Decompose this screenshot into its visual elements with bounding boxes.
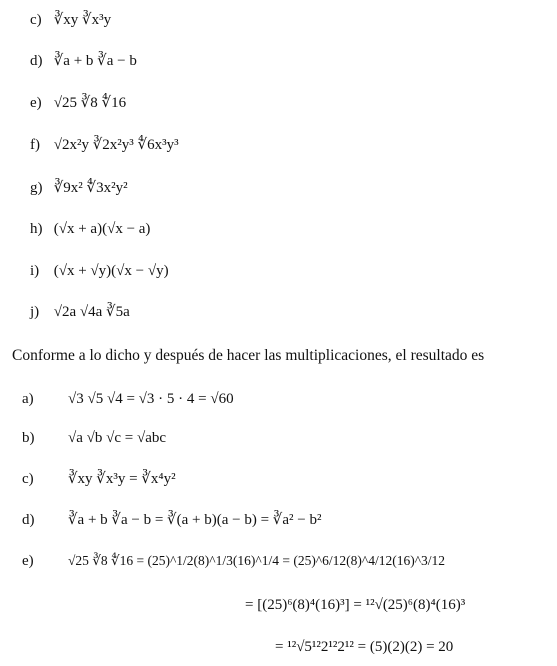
exercise-c (30, 10, 111, 30)
exercise-label: d) (30, 53, 43, 69)
exercise-expression: (√x + a)(√x − a) (53, 221, 151, 237)
solution-label: e) (22, 553, 34, 569)
exercise-expression: √2a √4a ∛5a (53, 304, 130, 320)
exercise-d (30, 51, 137, 71)
continuation-line: = [(25)⁶(8)⁴(16)³] = ¹²√(25)⁶(8)⁴(16)³ (245, 597, 466, 613)
exercise-label: j) (30, 304, 40, 320)
exercise-f (30, 135, 179, 155)
exercise-label: h) (30, 221, 43, 237)
exercise-g (30, 178, 128, 198)
exercise-label: c) (30, 12, 42, 28)
intro-paragraph: Conforme a lo dicho y después de hacer las multiplicaciones, el resultado es (12, 347, 485, 364)
exercise-expression: ∛xy ∛x³y (53, 12, 112, 28)
solution-expression: ∛a + b ∛a − b = ∛(a + b)(a − b) = ∛a² − b² (68, 512, 322, 528)
exercise-j (30, 302, 130, 322)
exercise-label: i) (30, 263, 40, 279)
solution-label: a) (22, 391, 34, 407)
exercise-label: f) (30, 137, 40, 153)
solution-label: b) (22, 430, 35, 446)
exercise-expression: (√x + √y)(√x − √y) (53, 263, 169, 279)
exercise-expression: ∛9x² ∜3x²y² (53, 180, 128, 196)
exercise-label: g) (30, 180, 43, 196)
exercise-h (30, 219, 150, 239)
exercise-expression: √2x²y ∛2x²y³ ∜6x³y³ (53, 137, 179, 153)
exercise-expression: √25 ∛8 ∜16 (53, 95, 127, 111)
exercise-i (30, 261, 169, 281)
solution-expression: ∛xy ∛x³y = ∛x⁴y² (68, 471, 176, 487)
solution-expression: √25 ∛8 ∜16 = (25)^1/2(8)^1/3(16)^1/4 = (25)^6/12(8)^4/12(16)^3/12 (68, 553, 446, 568)
exercise-e (30, 93, 126, 113)
solution-expression: √3 √5 √4 = √3 · 5 · 4 = √60 (68, 391, 234, 407)
exercise-label: e) (30, 95, 42, 111)
solution-label: d) (22, 512, 35, 528)
solution-label: c) (22, 471, 34, 487)
exercise-expression: ∛a + b ∛a − b (53, 53, 137, 69)
continuation-line: = ¹²√5¹²2¹²2¹² = (5)(2)(2) = 20 (275, 639, 454, 655)
solution-expression: √a √b √c = √abc (68, 430, 167, 446)
